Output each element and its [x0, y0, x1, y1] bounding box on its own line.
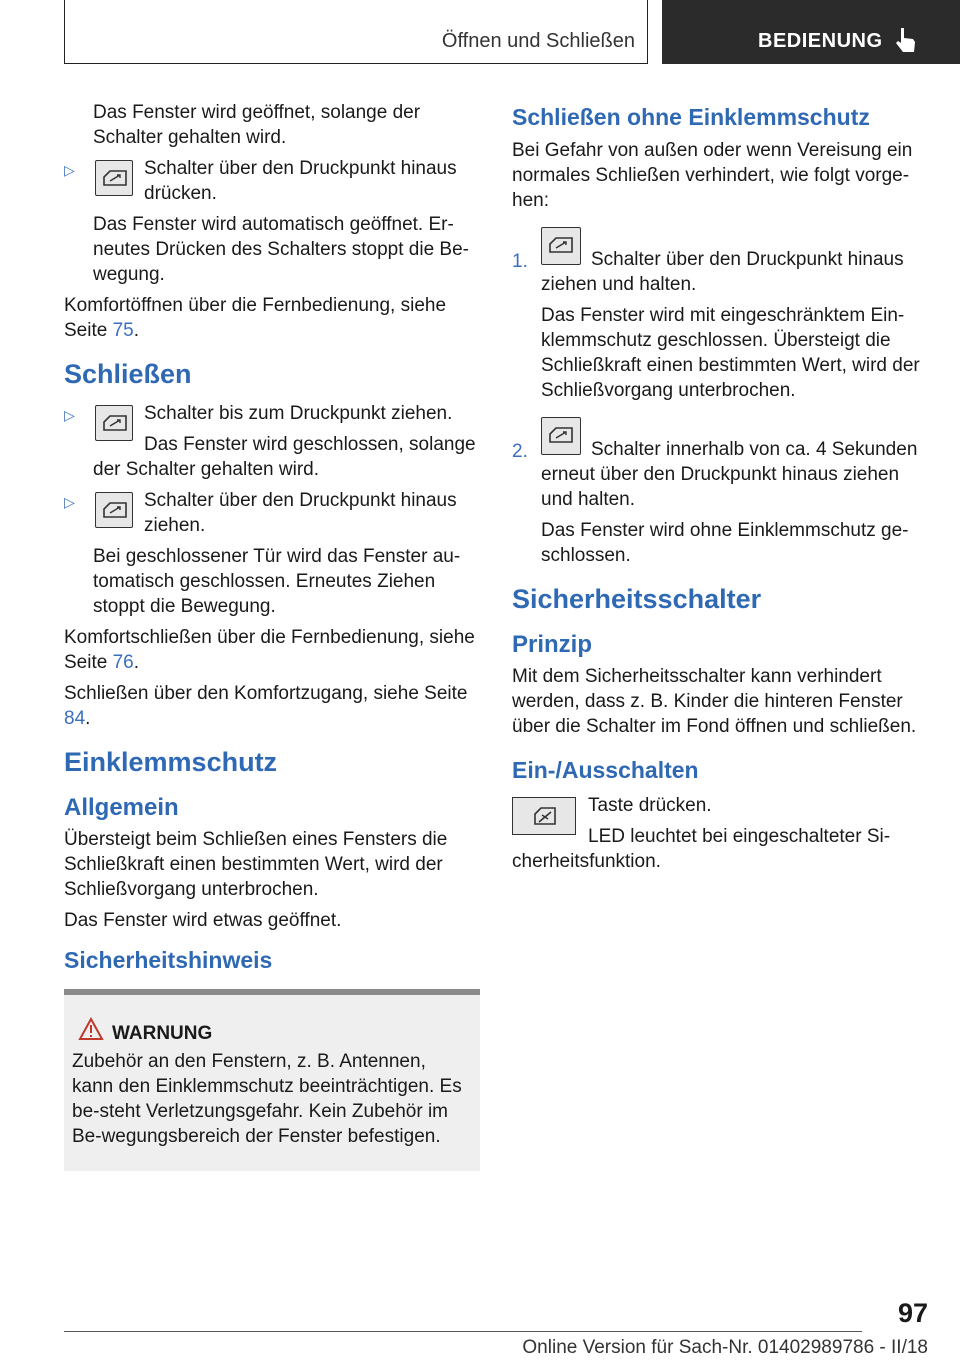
warning-text: Zubehör an den Fenstern, z. B. Antennen, kann den Einklemmschutz beeinträchtigen. Es be‐steht Verletzungsgefahr. Kein Zubehör im Be‐wegungsbereich der Fenster befestigen. — [72, 1051, 462, 1147]
footer-divider — [64, 1331, 862, 1332]
header-chapter-tab — [662, 0, 960, 64]
list-item-close-1 — [64, 401, 482, 482]
step-text: Schalter über den Druckpunkt hinaus ziehen und halten. — [541, 249, 904, 295]
heading-sicherheitsschalter: Sicherheitsschalter — [512, 584, 762, 614]
warning-header — [72, 1017, 470, 1049]
list-item-close-2 — [64, 488, 482, 619]
step-text: Schalter innerhalb von ca. 4 Sekunden erneut über den Druckpunkt hinaus ziehen und halten. — [541, 439, 918, 510]
intro-text: Das Fenster wird geöffnet, solange der Schalter gehalten wird. — [93, 102, 421, 148]
heading-ohne-einklemmschutz: Schließen ohne Einklemmschutz — [512, 104, 870, 130]
prinzip-text: Mit dem Sicherheitsschalter kann verhindert werden, dass z. B. Kinder die hinteren Fenster über die Schalter im Fond öffnen und schließen. — [512, 666, 917, 737]
header-section-box — [64, 0, 648, 64]
list-item-subtext: Das Fenster wird geschlossen, solange der Schalter gehalten wird. — [93, 434, 476, 480]
window-switch-icon — [541, 227, 581, 265]
komfort-open-text: Komfortöffnen über die Fernbedienung, siehe Seite 75. — [64, 295, 447, 341]
list-item-text: Schalter bis zum Druckpunkt ziehen. — [144, 403, 453, 424]
heading-einklemmschutz: Einklemmschutz — [64, 747, 278, 777]
window-switch-icon — [95, 492, 133, 528]
safety-switch-icon — [512, 797, 576, 835]
window-switch-icon — [95, 160, 133, 196]
warning-box — [64, 989, 480, 1171]
bullet-triangle-icon: ▷ — [64, 494, 75, 510]
ohne-text: Bei Gefahr von außen oder wenn Vereisung ein normales Schließen verhindert, wie folgt vorge‐hen: — [512, 140, 913, 211]
allgemein-text-2: Das Fenster wird etwas geöffnet. — [64, 910, 342, 931]
list-item-subtext: Das Fenster wird automatisch geöffnet. Er‐neutes Drücken des Schalters stoppt die Be‐wegung. — [93, 214, 469, 285]
list-item-text: Schalter über den Druckpunkt hinaus ziehen. — [144, 490, 457, 536]
window-switch-icon — [95, 405, 133, 441]
safety-switch-block — [512, 793, 928, 874]
heading-schliessen: Schließen — [64, 359, 192, 389]
warning-title: WARNUNG — [112, 1023, 213, 1044]
step-number: 2. — [512, 441, 528, 462]
pointing-hand-icon — [894, 26, 918, 54]
heading-allgemein: Allgemein — [64, 794, 179, 821]
list-item-open — [64, 156, 482, 287]
komfort-close-text: Komfortschließen über die Fernbedienung, siehe Seite 76. — [64, 627, 475, 673]
step-item-1 — [512, 227, 928, 403]
step-item-2 — [512, 417, 928, 568]
einaus-text-2: LED leuchtet bei eingeschalteter Si‐cherheitsfunktion. — [512, 826, 891, 872]
left-column — [64, 100, 482, 1171]
right-column — [512, 100, 928, 880]
page-link[interactable]: 75 — [112, 320, 134, 341]
komfort-zugang-text: Schließen über den Komfortzugang, siehe Seite 84. — [64, 683, 468, 729]
heading-sicherheitshinweis: Sicherheitshinweis — [64, 947, 273, 973]
step-number: 1. — [512, 251, 528, 272]
heading-ein-ausschalten: Ein-/Ausschalten — [512, 757, 699, 783]
page-link[interactable]: 84 — [64, 708, 86, 729]
step-subtext: Das Fenster wird ohne Einklemmschutz ge‐schlossen. — [541, 520, 909, 566]
footer-version: Online Version für Sach-Nr. 01402989786 - II/18 — [522, 1337, 928, 1358]
window-switch-icon — [541, 417, 581, 455]
list-item-subtext: Bei geschlossener Tür wird das Fenster au‐tomatisch geschlossen. Erneutes Ziehen stoppt die Bewegung. — [93, 546, 461, 617]
header-chapter-label: BEDIENUNG — [758, 30, 883, 52]
bullet-triangle-icon: ▷ — [64, 162, 75, 178]
warning-triangle-icon — [78, 1017, 104, 1041]
bullet-triangle-icon: ▷ — [64, 407, 75, 423]
page-link[interactable]: 76 — [112, 652, 134, 673]
list-item-text: Schalter über den Druckpunkt hinaus drücken. — [144, 158, 457, 204]
step-subtext: Das Fenster wird mit eingeschränktem Ein‐klemmschutz geschlossen. Übersteigt die Schließkraft einen bestimmten Wert, wird der Schließvorgang unterbrochen. — [541, 305, 920, 401]
einaus-text-1: Taste drücken. — [588, 795, 712, 816]
page-number: 97 — [897, 1298, 928, 1328]
header-section-title: Öffnen und Schließen — [441, 30, 635, 52]
allgemein-text: Übersteigt beim Schließen eines Fensters die Schließkraft einen bestimmten Wert, wird der Schließvorgang unterbrochen. — [64, 829, 448, 900]
heading-prinzip: Prinzip — [512, 631, 593, 658]
